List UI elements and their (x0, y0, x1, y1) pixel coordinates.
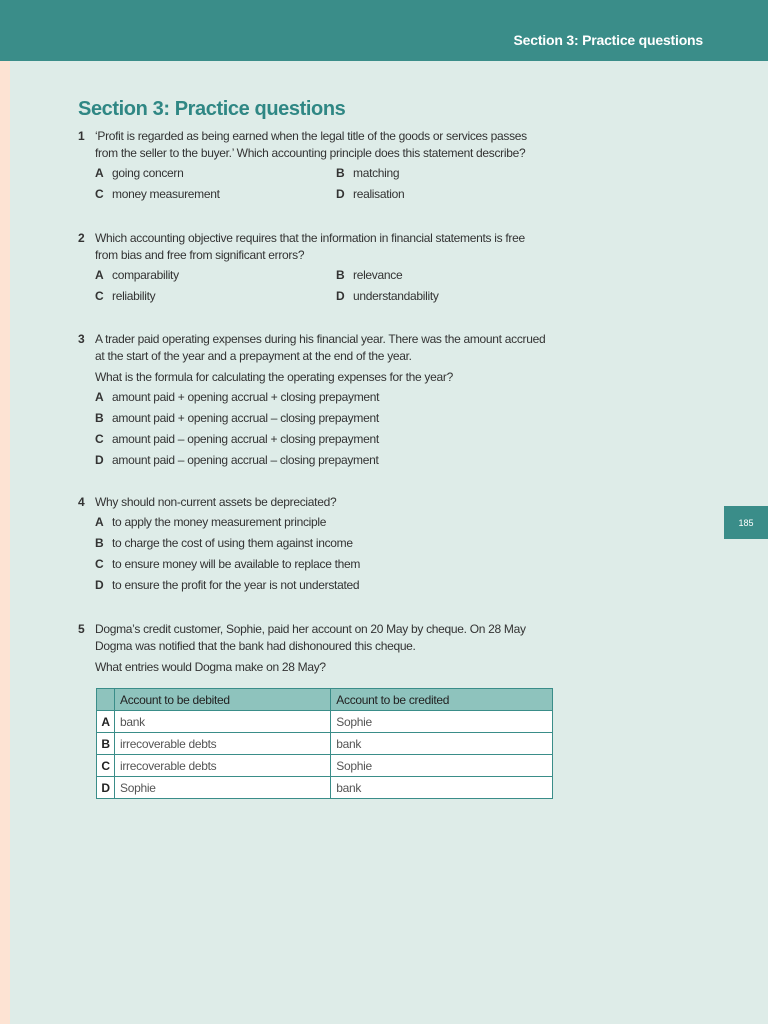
question-text-line: at the start of the year and a prepayment at the end of the year. (95, 349, 412, 363)
option-b[interactable] (95, 408, 558, 429)
option-letter: A (95, 390, 104, 404)
question-number: 2 (78, 231, 85, 245)
question-text-line: What is the formula for calculating the operating expenses for the year? (95, 370, 453, 384)
question-5 (78, 621, 558, 676)
option-a[interactable] (95, 165, 184, 182)
option-text: amount paid + opening accrual + closing prepayment (112, 390, 380, 404)
credit-cell: Sophie (331, 711, 553, 733)
table-header-credited: Account to be credited (331, 689, 553, 711)
option-a[interactable] (95, 267, 179, 284)
row-letter: A (97, 711, 115, 733)
table-header-row (97, 689, 553, 711)
option-letter: C (95, 187, 104, 201)
table-header-blank (97, 689, 115, 711)
credit-cell: Sophie (331, 755, 553, 777)
option-c[interactable] (95, 429, 558, 450)
row-letter: B (97, 733, 115, 755)
table-row[interactable] (97, 711, 553, 733)
option-letter: D (95, 578, 104, 592)
option-letter: B (95, 411, 104, 425)
debit-cell: Sophie (115, 777, 331, 799)
option-a[interactable] (95, 387, 558, 408)
option-text: to charge the cost of using them against income (112, 536, 353, 550)
credit-cell: bank (331, 733, 553, 755)
option-text: relevance (353, 268, 403, 282)
option-text: going concern (112, 166, 184, 180)
option-letter: A (95, 166, 104, 180)
option-letter: A (95, 515, 104, 529)
answer-table (96, 688, 553, 799)
table-row[interactable] (97, 777, 553, 799)
option-text: amount paid + opening accrual – closing prepayment (112, 411, 379, 425)
row-letter: C (97, 755, 115, 777)
option-text: understandability (353, 289, 439, 303)
option-letter: B (336, 268, 345, 282)
option-d[interactable] (336, 288, 439, 305)
question-text-line: What entries would Dogma make on 28 May? (95, 660, 326, 674)
section-title: Section 3: Practice questions (78, 98, 346, 120)
question-text-line: from the seller to the buyer.’ Which accounting principle does this statement describe? (95, 146, 526, 160)
question-text-line: Dogma’s credit customer, Sophie, paid her account on 20 May by cheque. On 28 May (95, 622, 526, 636)
credit-cell: bank (331, 777, 553, 799)
question-text-line: Why should non-current assets be depreciated? (95, 495, 337, 509)
option-text: amount paid – opening accrual + closing prepayment (112, 432, 379, 446)
table-header-debited: Account to be debited (115, 689, 331, 711)
option-letter: D (336, 289, 345, 303)
left-margin-strip (0, 0, 10, 1024)
option-letter: B (95, 536, 104, 550)
question-number: 3 (78, 332, 85, 346)
question-2 (78, 230, 558, 309)
option-letter: D (95, 453, 104, 467)
question-text-line: Which accounting objective requires that the information in financial statements is free (95, 231, 525, 245)
option-letter: A (95, 268, 104, 282)
option-text: amount paid – opening accrual – closing prepayment (112, 453, 379, 467)
option-text: to apply the money measurement principle (112, 515, 327, 529)
option-text: money measurement (112, 187, 220, 201)
option-d[interactable] (95, 575, 558, 596)
question-1 (78, 128, 558, 207)
option-letter: C (95, 289, 104, 303)
page-number: 185 (738, 517, 754, 528)
option-b[interactable] (336, 165, 399, 182)
option-d[interactable] (95, 450, 558, 471)
header-bar (0, 0, 768, 61)
option-c[interactable] (95, 186, 220, 203)
question-number: 5 (78, 622, 85, 636)
option-c[interactable] (95, 554, 558, 575)
option-b[interactable] (95, 533, 558, 554)
question-text-line: from bias and free from significant errors? (95, 248, 305, 262)
question-text-line: Dogma was notified that the bank had dishonoured this cheque. (95, 639, 416, 653)
debit-cell: irrecoverable debts (115, 733, 331, 755)
row-letter: D (97, 777, 115, 799)
option-text: matching (353, 166, 400, 180)
option-text: to ensure money will be available to replace them (112, 557, 361, 571)
page-number-tab (724, 506, 768, 539)
option-text: realisation (353, 187, 405, 201)
option-text: to ensure the profit for the year is not understated (112, 578, 360, 592)
option-d[interactable] (336, 186, 404, 203)
option-text: reliability (112, 289, 156, 303)
debit-cell: bank (115, 711, 331, 733)
option-text: comparability (112, 268, 179, 282)
option-letter: B (336, 166, 345, 180)
option-letter: C (95, 557, 104, 571)
header-title: Section 3: Practice questions (513, 32, 703, 48)
question-4 (78, 494, 558, 596)
table-row[interactable] (97, 733, 553, 755)
option-letter: D (336, 187, 345, 201)
option-c[interactable] (95, 288, 155, 305)
question-number: 4 (78, 495, 85, 509)
option-letter: C (95, 432, 104, 446)
question-text-line: ‘Profit is regarded as being earned when the legal title of the goods or services passes (95, 129, 527, 143)
option-b[interactable] (336, 267, 402, 284)
question-text-line: A trader paid operating expenses during his financial year. There was the amount accrued (95, 332, 546, 346)
question-3 (78, 331, 558, 471)
debit-cell: irrecoverable debts (115, 755, 331, 777)
question-number: 1 (78, 129, 85, 143)
table-row[interactable] (97, 755, 553, 777)
option-a[interactable] (95, 512, 558, 533)
